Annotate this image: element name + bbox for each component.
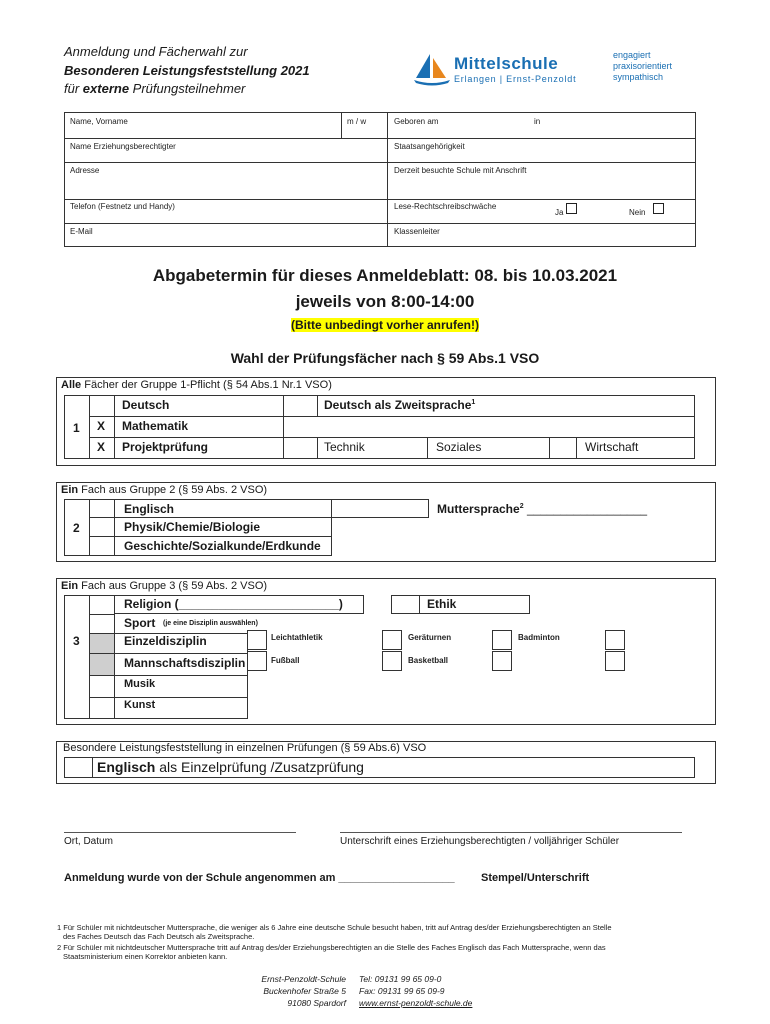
einzelpruefung-header: Besondere Leistungsfeststellung in einzelnen Prüfungen (§ 59 Abs.6) VSO <box>63 742 427 754</box>
option-soziales[interactable]: Soziales <box>436 440 482 454</box>
gender-field[interactable]: m / w <box>347 117 367 126</box>
birthdate-field[interactable]: Geboren am <box>394 117 439 126</box>
deadline-line-2: jeweils von 8:00-14:00 <box>295 292 475 311</box>
badminton-option[interactable]: Badminton <box>518 633 560 642</box>
guardian-field[interactable]: Name Erziehungsberechtigter <box>70 142 176 151</box>
phone-field[interactable]: Telefon (Festnetz und Handy) <box>70 202 175 211</box>
title-line-2: Besonderen Leistungsfeststellung 2021 <box>64 63 310 78</box>
tagline-1: engagiert <box>613 50 651 60</box>
group1-deutsch: Deutsch <box>122 398 170 412</box>
sport-checkbox[interactable] <box>89 614 115 633</box>
footer-tel: Tel: 09131 99 65 09-0 <box>359 974 442 984</box>
sport-label: Sport <box>124 616 156 630</box>
religion-checkbox[interactable] <box>89 595 115 614</box>
citizenship-field[interactable]: Staatsangehörigkeit <box>394 142 465 151</box>
footer-school: Ernst-Penzoldt-Schule <box>261 974 346 984</box>
kunst-checkbox[interactable] <box>89 698 115 719</box>
footer-street: Buckenhofer Straße 5 <box>263 986 346 996</box>
footer-address <box>200 973 346 1009</box>
personal-data-form <box>64 112 696 247</box>
musik-label: Musik <box>124 678 156 690</box>
footer-fax: Fax: 09131 99 65 09-9 <box>359 986 445 996</box>
footnote-1: 1 Für Schüler mit nichtdeutscher Muttersprache, die weniger als 6 Jahre eine deutsche Schule besucht haben, tritt auf Antrag des/der Erziehungsberechtigten an Stelle <box>57 923 612 932</box>
logo-title: Mittelschule <box>454 54 559 73</box>
lrs-nein-checkbox[interactable] <box>653 203 664 214</box>
logo-tagline <box>613 50 672 83</box>
einzeldisziplin-label: Einzeldisziplin <box>124 634 207 648</box>
tagline-2: praxisorientiert <box>613 61 673 71</box>
basketball-option[interactable]: Basketball <box>408 656 449 665</box>
title-line-3: für externe Prüfungsteilnehmer <box>64 81 246 96</box>
group2-englisch: Englisch <box>124 502 175 516</box>
group2-gse: Geschichte/Sozialkunde/Erdkunde <box>124 539 321 553</box>
birthplace-field[interactable]: in <box>534 117 541 126</box>
footnote-2: 2 Für Schüler mit nichtdeutscher Muttersprache tritt auf Antrag des/der Erziehungsberechtigten an die Stelle des Faches Englisch das Fach Muttersprache, wenn das <box>57 943 606 952</box>
email-field[interactable]: E-Mail <box>70 227 93 236</box>
footer-city: 91080 Spardorf <box>287 998 346 1008</box>
address-field[interactable]: Adresse <box>70 166 100 175</box>
group1-header: Alle Fächer der Gruppe 1-Pflicht (§ 54 Abs.1 Nr.1 VSO) <box>61 379 332 391</box>
group2-number: 2 <box>73 521 80 535</box>
einzelpruefung-label: Englisch als Einzelprüfung /Zusatzprüfung <box>97 759 364 775</box>
group1-deutsch-zweitsprache: Deutsch als Zweitsprache$^1$ <box>324 398 476 412</box>
lrs-ja-label: Ja <box>555 208 564 217</box>
footnote-2-cont: Staatsministerium einen Korrektor anbieten kann. <box>63 952 228 961</box>
option-technik[interactable]: Technik <box>324 440 365 454</box>
group2-muttersprache[interactable]: Muttersprache$^2$ __________________ <box>437 502 648 516</box>
deadline-note: (Bitte unbedingt vorher anrufen!) <box>291 318 479 332</box>
einzelpruefung-checkbox[interactable] <box>64 757 93 778</box>
school-logo <box>412 50 622 90</box>
title-line-1: Anmeldung und Fächerwahl zur <box>64 44 248 59</box>
sport-note: (je eine Disziplin auswählen) <box>163 620 258 627</box>
lrs-nein-label: Nein <box>629 208 646 217</box>
footer-contact <box>359 973 472 1009</box>
group3-header: Ein Fach aus Gruppe 3 (§ 59 Abs. 2 VSO) <box>61 580 268 592</box>
accepted-by-school: Anmeldung wurde von der Schule angenommen am ___________________ <box>64 872 455 884</box>
signature-guardian-label[interactable]: Unterschrift eines Erziehungsberechtigten / volljähriger Schüler <box>340 836 620 847</box>
sailboat-icon <box>412 52 452 86</box>
musik-checkbox[interactable] <box>89 676 115 697</box>
mannschaftsdisziplin-label: Mannschaftsdisziplin <box>124 656 246 670</box>
ethik-label: Ethik <box>427 597 457 611</box>
group1-mathematik: Mathematik <box>122 419 189 433</box>
current-school-field[interactable]: Derzeit besuchte Schule mit Anschrift <box>394 166 527 175</box>
group2-nawi-checkbox[interactable] <box>89 518 114 536</box>
footnote-1-cont: des Faches Deutsch das Fach Deutsch als Zweitsprache. <box>63 932 255 941</box>
group2-gse-checkbox[interactable] <box>89 537 114 555</box>
stamp-signature-label: Stempel/Unterschrift <box>481 872 590 884</box>
ethik-checkbox[interactable] <box>391 595 420 614</box>
logo-subtitle: Erlangen | Ernst-Penzoldt <box>454 74 577 84</box>
group3-number: 3 <box>73 634 80 648</box>
deadline-line-1: Abgabetermin für dieses Anmeldeblatt: 08. bis 10.03.2021 <box>152 266 618 285</box>
lrs-label: Lese-Rechtschreibschwäche <box>394 202 497 211</box>
group1-number: 1 <box>73 421 80 435</box>
group1-mathe-mark: X <box>97 419 106 433</box>
fussball-option[interactable]: Fußball <box>271 656 300 665</box>
name-field[interactable]: Name, Vorname <box>70 117 128 126</box>
option-wirtschaft[interactable]: Wirtschaft <box>585 440 639 454</box>
subject-selection-title: Wahl der Prüfungsfächer nach § 59 Abs.1 VSO <box>230 350 540 366</box>
group2-header: Ein Fach aus Gruppe 2 (§ 59 Abs. 2 VSO) <box>61 484 268 496</box>
teacher-field[interactable]: Klassenleiter <box>394 227 440 236</box>
place-date-label[interactable]: Ort, Datum <box>64 836 113 847</box>
footer-web[interactable]: www.ernst-penzoldt-schule.de <box>359 998 473 1008</box>
leichtathletik-option[interactable]: Leichtathletik <box>271 633 323 642</box>
geraetturnen-option[interactable]: Geräturnen <box>408 633 452 642</box>
lrs-ja-checkbox[interactable] <box>566 203 577 214</box>
religion-label[interactable]: Religion (________________________) <box>124 597 343 611</box>
group1-projekt-mark: X <box>97 440 106 454</box>
group2-nawi: Physik/Chemie/Biologie <box>124 520 261 534</box>
kunst-label: Kunst <box>124 699 156 711</box>
group2-englisch-checkbox[interactable] <box>89 499 114 517</box>
group1-projektpruefung: Projektprüfung <box>122 440 208 454</box>
tagline-3: sympathisch <box>613 72 664 82</box>
